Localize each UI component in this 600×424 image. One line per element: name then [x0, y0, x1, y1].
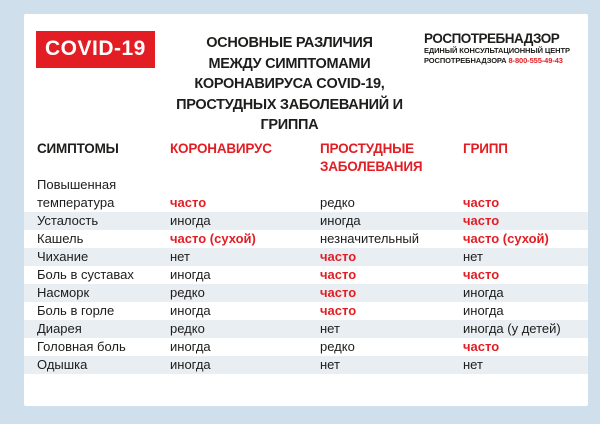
table-row [24, 302, 588, 320]
flu-value: часто [463, 267, 500, 282]
symptom-name: Кашель [37, 231, 84, 246]
symptom-name: Боль в суставах [37, 267, 134, 282]
flu-value: часто (сухой) [463, 231, 549, 246]
flu-value: часто [463, 339, 500, 354]
symptom-name: Одышка [37, 357, 88, 372]
agency-phone: 8-800-555-49-43 [508, 55, 563, 65]
cold-value: редко [320, 339, 355, 354]
title-line-2: МЕЖДУ СИМПТОМАМИ [208, 55, 371, 72]
flu-value: иногда (у детей) [463, 321, 561, 336]
symptom-name: Диарея [37, 321, 82, 336]
table-row [24, 230, 588, 248]
coronavirus-value: часто (сухой) [170, 231, 256, 246]
title-line-4: ПРОСТУДНЫХ ЗАБОЛЕВАНИЙ И ГРИППА [176, 96, 403, 133]
column-header-cold: ПРОСТУДНЫЕ ЗАБОЛЕВАНИЯ [320, 141, 423, 174]
table-row [24, 176, 588, 212]
cold-value: незначительный [320, 231, 419, 246]
coronavirus-value: иногда [170, 303, 211, 318]
poster-title [155, 33, 424, 136]
agency-center-line2 [424, 56, 576, 66]
agency-center-line2-text: РОСПОТРЕБНАДЗОРА [424, 55, 507, 65]
column-header-symptoms: СИМПТОМЫ [37, 141, 119, 156]
flu-value: нет [463, 357, 483, 372]
table-row [24, 320, 588, 338]
table-row [24, 356, 588, 374]
cold-value: нет [320, 357, 340, 372]
table-header-row [24, 140, 588, 176]
symptom-name: Насморк [37, 285, 90, 300]
symptom-name: Усталость [37, 213, 99, 228]
coronavirus-value: иногда [170, 339, 211, 354]
title-line-3: КОРОНАВИРУСА COVID-19, [194, 76, 385, 92]
coronavirus-value: часто [170, 195, 207, 210]
flu-value: часто [463, 213, 500, 228]
symptom-name: Головная боль [37, 339, 126, 354]
poster-header [24, 30, 588, 133]
cold-value: часто [320, 267, 357, 282]
infographic-card [24, 14, 588, 406]
symptom-name: Боль в горле [37, 303, 115, 318]
coronavirus-value: иногда [170, 267, 211, 282]
agency-block [424, 31, 576, 65]
table-row [24, 212, 588, 230]
cold-value: иногда [320, 213, 361, 228]
symptom-name: Чихание [37, 249, 89, 264]
coronavirus-value: иногда [170, 357, 211, 372]
coronavirus-value: нет [170, 249, 190, 264]
table-row [24, 266, 588, 284]
cold-value: часто [320, 303, 357, 318]
table-row [24, 284, 588, 302]
flu-value: иногда [463, 285, 504, 300]
cold-value: часто [320, 249, 357, 264]
coronavirus-value: редко [170, 321, 205, 336]
flu-value: нет [463, 249, 483, 264]
column-header-flu: ГРИПП [463, 141, 508, 156]
table-row [24, 248, 588, 266]
title-line-1: ОСНОВНЫЕ РАЗЛИЧИЯ [206, 35, 373, 51]
column-header-coronavirus: КОРОНАВИРУС [170, 141, 272, 156]
coronavirus-value: иногда [170, 213, 211, 228]
table-body [24, 176, 588, 374]
covid19-badge: COVID-19 [36, 31, 155, 68]
agency-name: РОСПОТРЕБНАДЗОР [424, 31, 560, 46]
table-row [24, 338, 588, 356]
symptom-name: Повышенная температура [37, 177, 117, 210]
cold-value: нет [320, 321, 340, 336]
flu-value: часто [463, 195, 500, 210]
cold-value: часто [320, 285, 357, 300]
coronavirus-value: редко [170, 285, 205, 300]
cold-value: редко [320, 195, 355, 210]
flu-value: иногда [463, 303, 504, 318]
agency-center-line1: ЕДИНЫЙ КОНСУЛЬТАЦИОННЫЙ ЦЕНТР [424, 46, 570, 55]
symptoms-table [24, 140, 588, 374]
